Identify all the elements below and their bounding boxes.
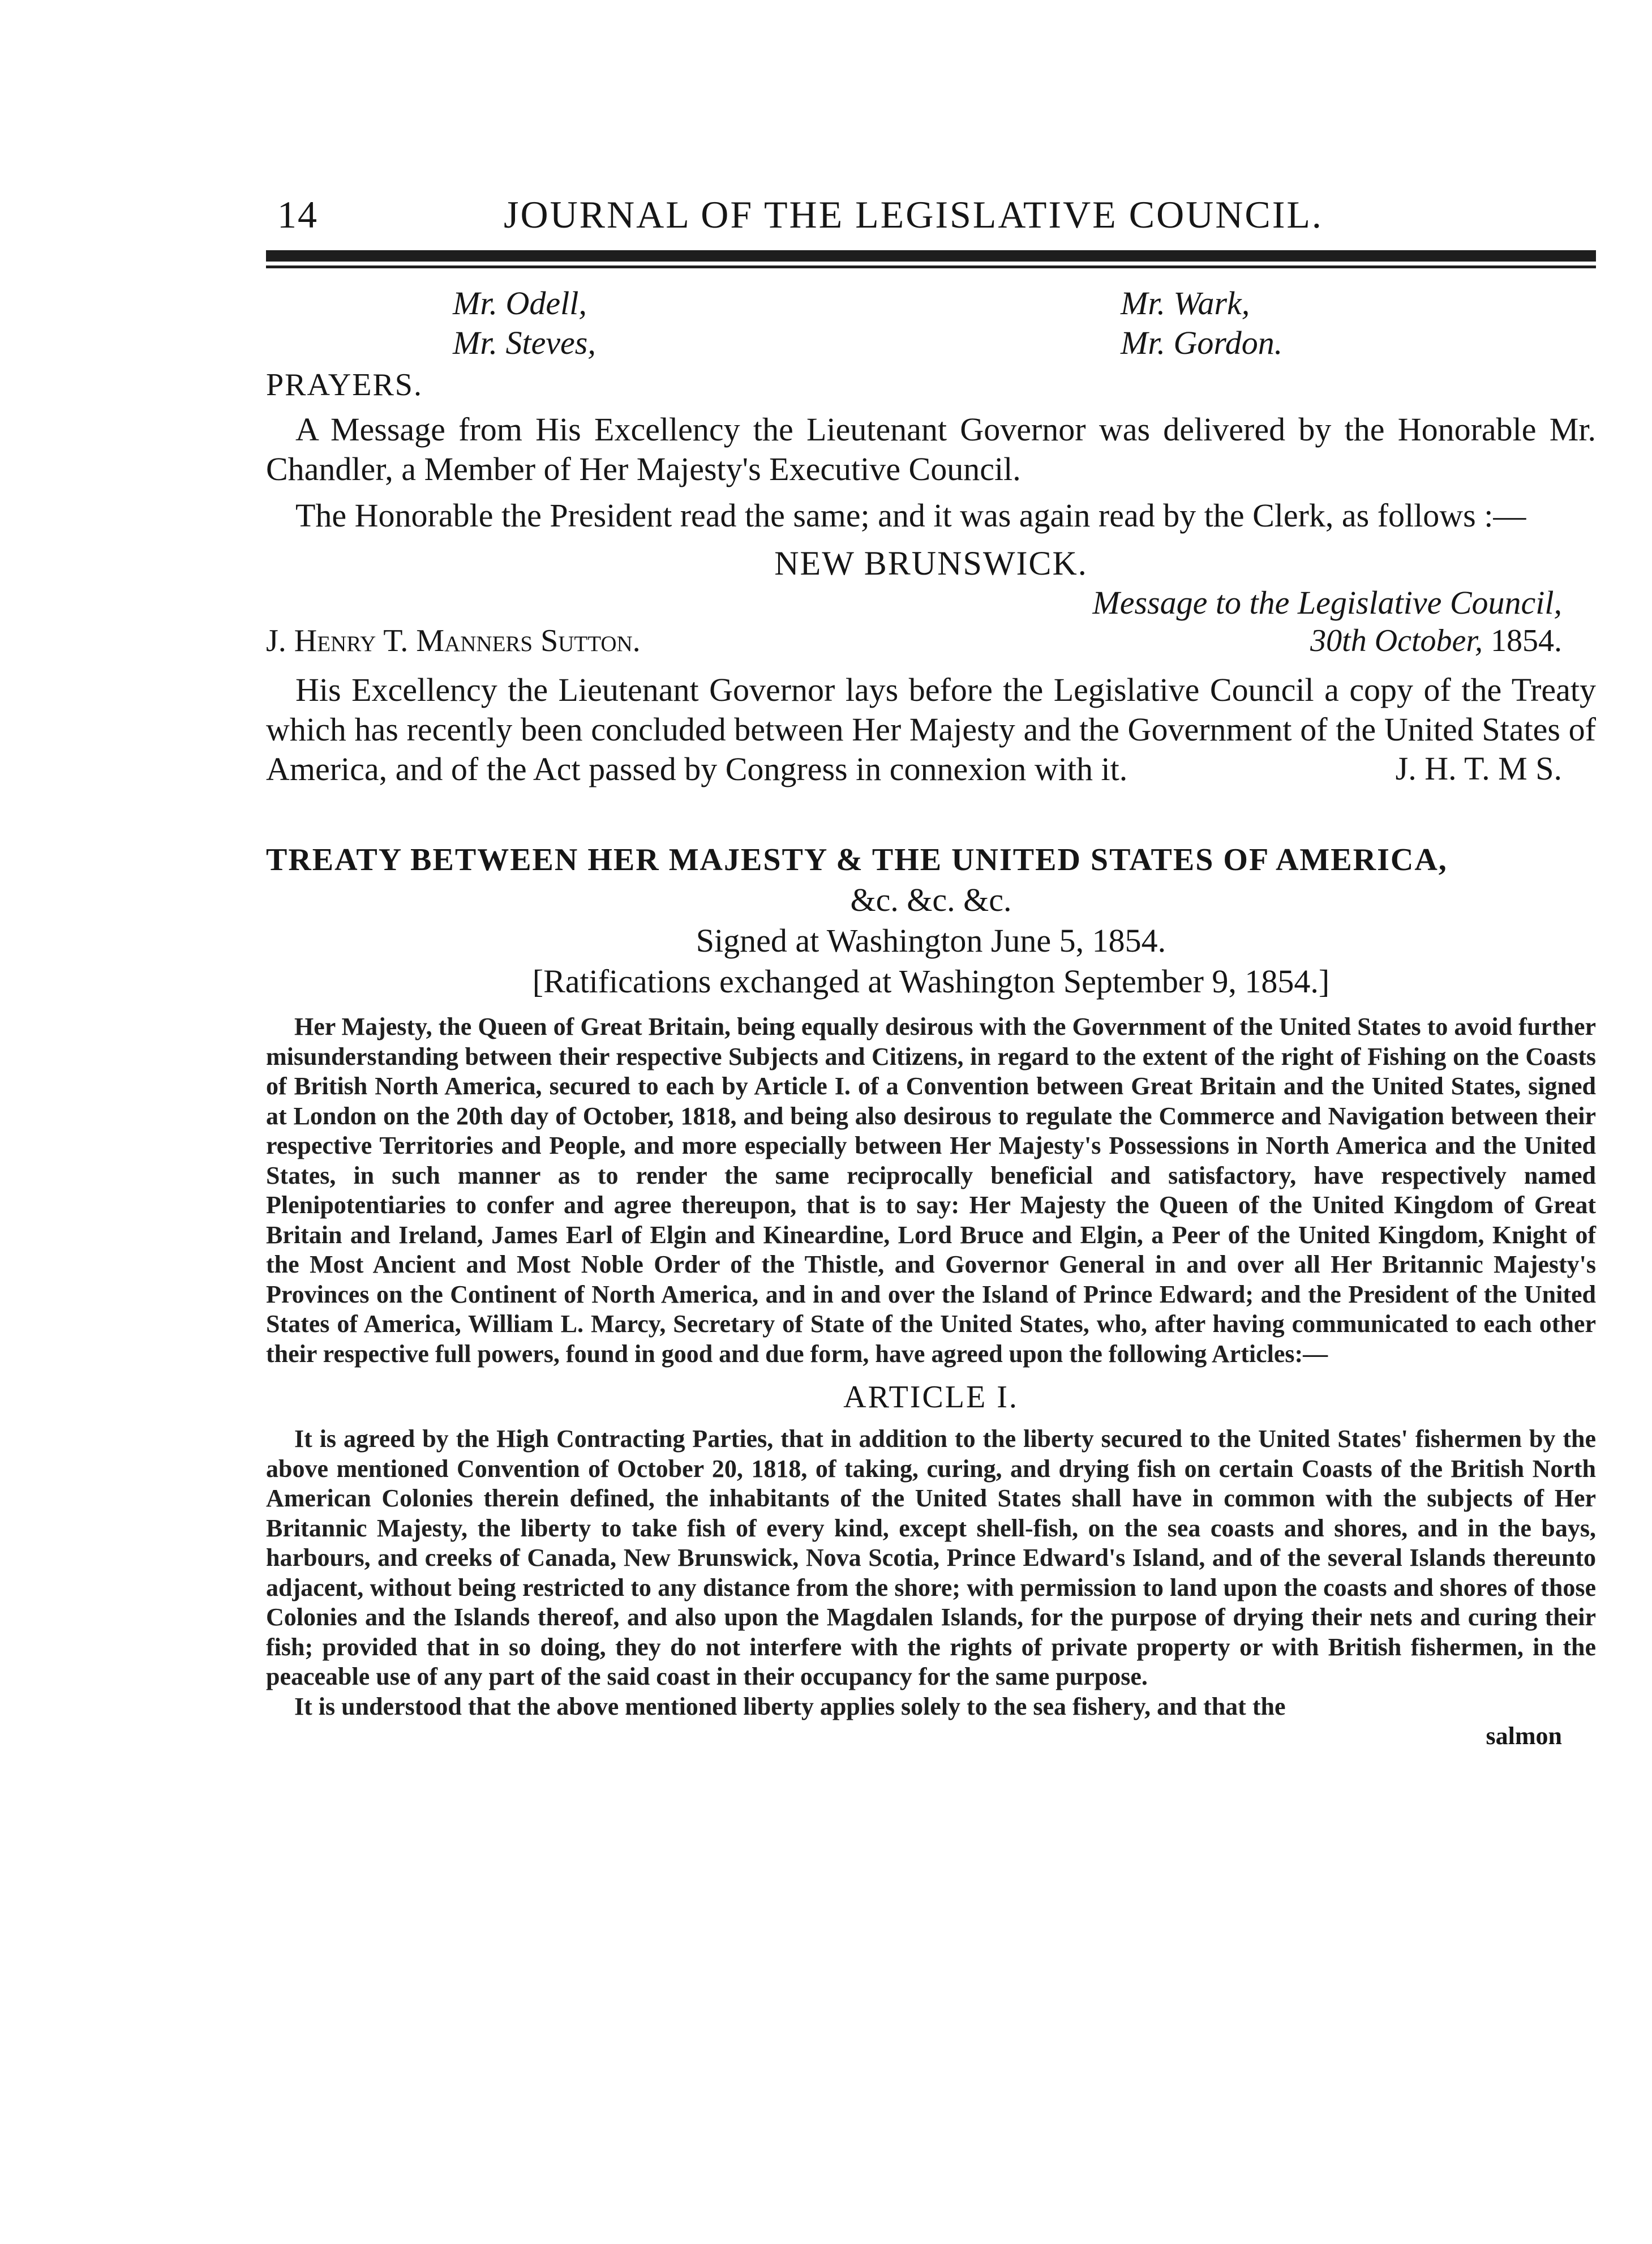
prayers-heading: PRAYERS. (266, 367, 423, 402)
message-date-year: 1854. (1491, 623, 1562, 658)
member-name: Mr. Steves, (453, 324, 596, 361)
journal-title: JOURNAL OF THE LEGISLATIVE COUNCIL. (504, 193, 1323, 236)
journal-page (266, 181, 1596, 1751)
governor-signature: J. Henry T. Manners Sutton. (266, 623, 641, 658)
header-rule-heavy (266, 250, 1596, 262)
members-present (266, 284, 1596, 363)
running-head (266, 181, 1596, 243)
message-date (1310, 623, 1562, 659)
message-body: His Excellency the Lieutenant Governor lays before the Legislative Council a copy of the Treaty which has recently been concluded between Her Majesty and the Government of the United States of America, and of the Act passed by Congress in connexion with it. (266, 671, 1596, 787)
treaty-preamble: Her Majesty, the Queen of Great Britain, being equally desirous with the Government of the United States to avoid further misunderstanding between their respective Subjects and Citizens, in regard to the extent of the right of Fishing on the Coasts of British North America, secured to each by Article I. of a Convention between Great Britain and the United States, signed at London on the 20th day of October, 1818, and being also desirous to regulate the Commerce and Navigation between their respective Territories and People, and more especially between Her Majesty's Possessions in North America and the United States, in such manner as to render the same reciprocally beneficial and satisfactory, have respectively named Plenipotentiaries to confer and agree thereupon, that is to say: Her Majesty the Queen of the United Kingdom of Great Britain and Ireland, James Earl of Elgin and Kineardine, Lord Bruce and Elgin, a Peer of the United Kingdom, Knight of the Most Ancient and Most Noble Order of the Thistle, and Governor General in and over all Her Britannic Majesty's Provinces on the Continent of North America, and in and over the Island of Prince Edward; and the President of the United States of America, William L. Marcy, Secretary of State of the United States, who, after having communicated to each other their respective full powers, found in good and due form, have agreed upon the following Articles:— (266, 1013, 1596, 1368)
catchword: salmon (1486, 1722, 1562, 1750)
member-name: Mr. Gordon. (1121, 324, 1283, 361)
treaty-signed-line: Signed at Washington June 5, 1854. (696, 922, 1166, 959)
article-one-text: It is agreed by the High Contracting Parties, that in addition to the liberty secured to the United States' fishermen by the above mentioned Convention of October 20, 1818, of taking, curing, and drying fish on certain Coasts of the British North American Colonies therein defined, the inhabitants of the United States shall have in common with the subjects of Her Britannic Majesty, the liberty to take fish of every kind, except shell-fish, on the sea coasts and shores, and in the bays, harbours, and creeks of Canada, New Brunswick, Nova Scotia, Prince Edward's Island, and of the several Islands thereunto adjacent, without being restricted to any distance from the shore; with permission to land upon the coasts and shores of those Colonies and the Islands thereof, and also upon the Magdalen Islands, for the purpose of drying their nets and curing their fish; provided that in so doing, they do not interfere with the rights of private property or with British fishermen, in the peaceable use of any part of the said coast in their occupancy for the same purpose. (266, 1425, 1596, 1690)
message-delivered-paragraph: A Message from His Excellency the Lieutenant Governor was delivered by the Honorable Mr. Chandler, a Member of Her Majesty's Executive Council. (266, 411, 1596, 487)
message-addressee: Message to the Legislative Council, (1092, 584, 1562, 621)
message-initials: J. H. T. M S. (1395, 750, 1562, 787)
message-read-paragraph: The Honorable the President read the same; and it was again read by the Clerk, as follows :— (295, 497, 1526, 534)
signature-row (266, 623, 1596, 663)
province-heading: NEW BRUNSWICK. (774, 545, 1088, 582)
member-name: Mr. Odell, (453, 285, 587, 322)
treaty-etc: &c. &c. &c. (850, 881, 1012, 918)
header-rule-light (266, 265, 1596, 268)
message-date-day: 30th October, (1310, 623, 1483, 658)
initials-row (266, 750, 1596, 829)
page-number: 14 (277, 193, 318, 236)
article-heading: ARTICLE I. (843, 1380, 1019, 1415)
treaty-title: TREATY BETWEEN HER MAJESTY & THE UNITED STATES OF AMERICA, (266, 842, 1448, 877)
member-name: Mr. Wark, (1121, 285, 1250, 322)
article-one-continued: It is understood that the above mentioned liberty applies solely to the sea fishery, and that the (294, 1692, 1286, 1720)
treaty-ratifications-line: [Ratifications exchanged at Washington September 9, 1854.] (532, 963, 1330, 1000)
